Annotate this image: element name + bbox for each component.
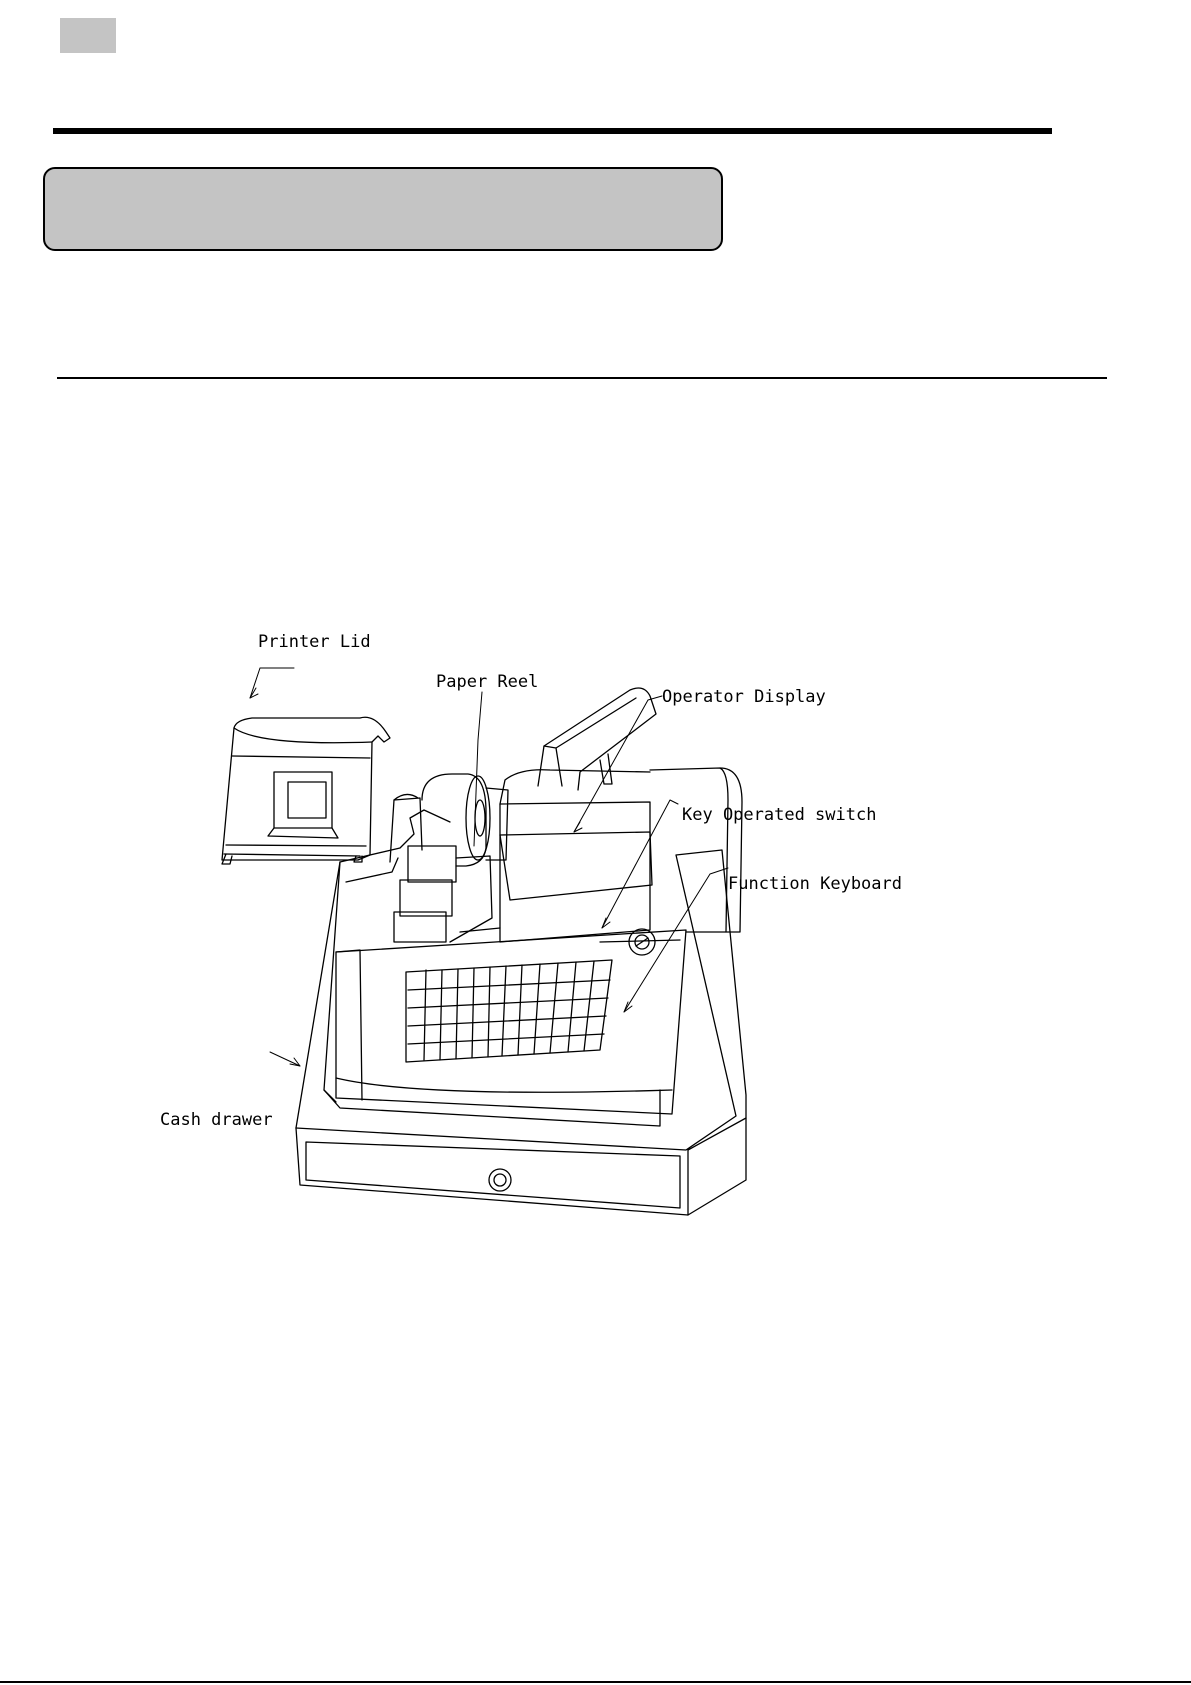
function-keyboard-drawing	[406, 929, 680, 1062]
label-cash-drawer: Cash drawer	[160, 1110, 273, 1130]
header-rule	[53, 128, 1052, 134]
label-operator-display: Operator Display	[662, 687, 826, 707]
cash-register-diagram	[160, 632, 980, 1230]
label-paper-reel: Paper Reel	[436, 672, 539, 692]
page-number-box	[60, 18, 116, 53]
section-title-banner	[43, 167, 723, 251]
printer-lid-drawing	[222, 717, 390, 864]
register-body-drawing	[324, 688, 742, 1126]
label-printer-lid: Printer Lid	[258, 632, 371, 652]
section-divider	[57, 377, 1107, 379]
label-function-keyboard: Function Keyboard	[728, 874, 902, 894]
label-key-operated-switch: Key Operated switch	[682, 805, 877, 825]
footer-rule	[0, 1681, 1191, 1683]
